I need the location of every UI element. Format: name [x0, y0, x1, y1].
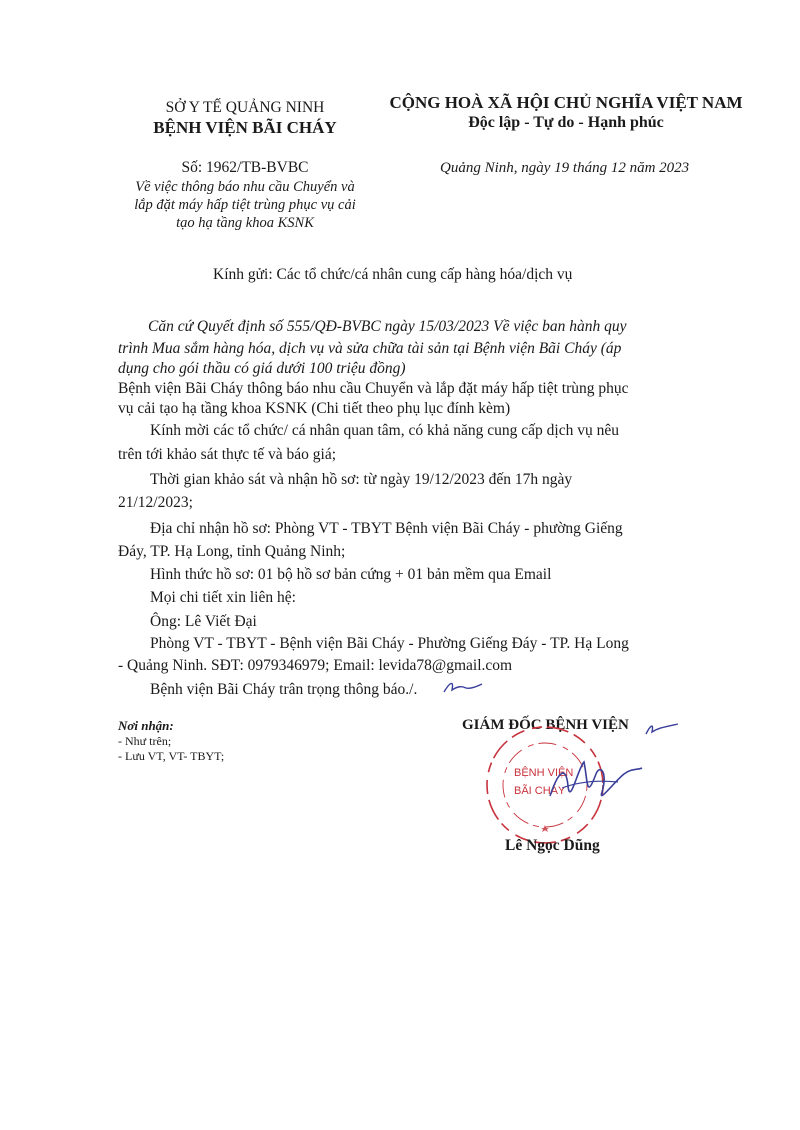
- paragraph-line: 21/12/2023;: [118, 494, 193, 511]
- initials-mark-icon: [642, 718, 682, 740]
- stamp-text-line: BÃI CHÁY: [514, 785, 566, 797]
- paragraph-line: Phòng VT - TBYT - Bệnh viện Bãi Cháy - Phường Giếng Đáy - TP. Hạ Long: [150, 635, 629, 652]
- paragraph-line: Hình thức hồ sơ: 01 bộ hồ sơ bản cứng + 01 bản mềm qua Email: [150, 566, 552, 583]
- signer-title: GIÁM ĐỐC BỆNH VIỆN: [462, 717, 629, 733]
- paragraph-line: Bệnh viện Bãi Cháy thông báo nhu cầu Chuyển và lắp đặt máy hấp tiệt trùng phục: [118, 380, 629, 397]
- paragraph-line: - Quảng Ninh. SĐT: 0979346979; Email: levida78@gmail.com: [118, 657, 513, 674]
- national-title: CỘNG HOÀ XÃ HỘI CHỦ NGHĨA VIỆT NAM: [389, 93, 743, 112]
- recipients-title: Nơi nhận:: [118, 718, 174, 733]
- paragraph-line: Địa chỉ nhận hồ sơ: Phòng VT - TBYT Bệnh viện Bãi Cháy - phường Giếng: [150, 520, 623, 537]
- initials-mark-icon: [440, 676, 486, 698]
- subject-line: tạo hạ tầng khoa KSNK: [176, 215, 314, 231]
- agency-header: [110, 98, 380, 138]
- stamp-text-line: BỆNH VIỆN: [514, 767, 574, 779]
- basis-line: Căn cứ Quyết định số 555/QĐ-BVBC ngày 15/03/2023 Về việc ban hành quy: [148, 318, 627, 335]
- paragraph-line: Đáy, TP. Hạ Long, tỉnh Quảng Ninh;: [118, 543, 346, 560]
- signer-name: Lê Ngọc Dũng: [505, 837, 600, 854]
- paragraph-line: Thời gian khảo sát và nhận hồ sơ: từ ngày 19/12/2023 đến 17h ngày: [150, 471, 573, 488]
- recipient-line: Kính gửi: Các tổ chức/cá nhân cung cấp hàng hóa/dịch vụ: [213, 266, 573, 283]
- recipients-block: [118, 717, 224, 764]
- doc-number: Số: 1962/TB-BVBC: [181, 159, 309, 176]
- recipients-item: - Lưu VT, VT- TBYT;: [118, 749, 225, 763]
- basis-line: dụng cho gói thầu có giá dưới 100 triệu đồng): [118, 360, 406, 377]
- national-header: [370, 92, 762, 132]
- ministry-name: SỞ Y TẾ QUẢNG NINH: [165, 99, 325, 116]
- paragraph-line: vụ cải tạo hạ tầng khoa KSNK (Chi tiết theo phụ lục đính kèm): [118, 400, 511, 417]
- paragraph-line: Kính mời các tổ chức/ cá nhân quan tâm, có khả năng cung cấp dịch vụ nêu: [150, 422, 619, 439]
- contact-name: Ông: Lê Viết Đại: [150, 613, 257, 630]
- subject-line: Về việc thông báo nhu cầu Chuyển và: [135, 179, 355, 195]
- basis-line: trình Mua sắm hàng hóa, dịch vụ và sửa chữa tài sản tại Bệnh viện Bãi Cháy (áp: [118, 340, 622, 357]
- paragraph-line: trên tới khảo sát thực tế và báo giá;: [118, 446, 337, 463]
- paragraph-line: Mọi chi tiết xin liên hệ:: [150, 589, 296, 606]
- recipients-item: - Như trên;: [118, 734, 172, 748]
- doc-number-block: [110, 158, 380, 232]
- place-date: Quảng Ninh, ngày 19 tháng 12 năm 2023: [440, 160, 690, 176]
- signature-icon: [538, 752, 648, 824]
- subject-line: lắp đặt máy hấp tiệt trùng phục vụ cải: [134, 197, 356, 213]
- closing-line: Bệnh viện Bãi Cháy trân trọng thông báo./.: [150, 681, 418, 698]
- national-motto: Độc lập - Tự do - Hạnh phúc: [468, 114, 664, 131]
- hospital-name: BỆNH VIỆN BÃI CHÁY: [153, 118, 337, 137]
